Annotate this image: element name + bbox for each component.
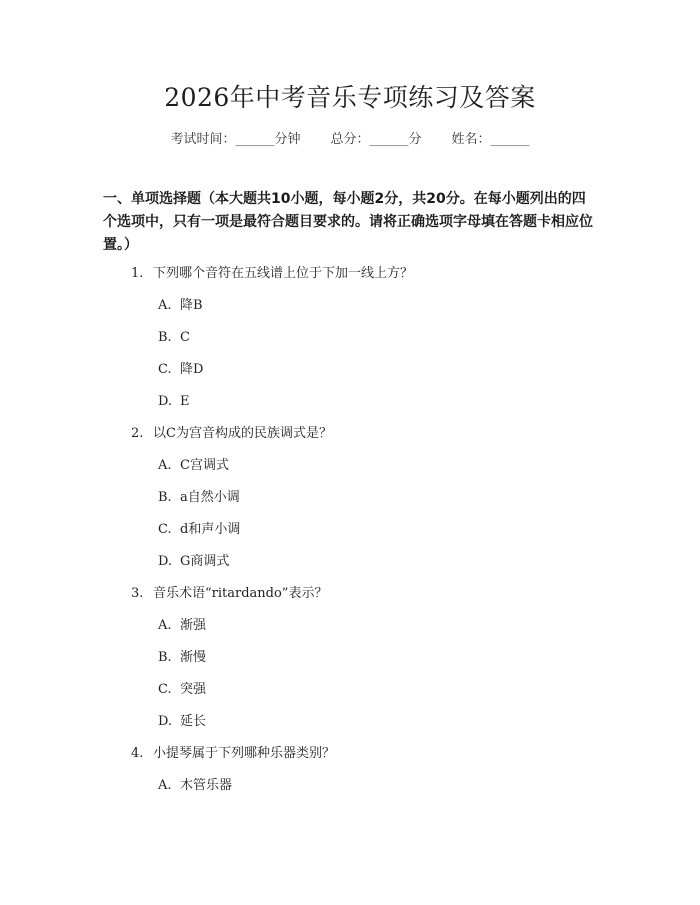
option-text: 降B (180, 298, 203, 313)
question-text: 小提琴属于下列哪种乐器类别？ (153, 746, 336, 761)
question-number: 3. (131, 586, 144, 601)
exam-time-field: 考试时间：______分钟 (170, 132, 301, 147)
question-number: 4. (131, 746, 144, 761)
option-label: A. (158, 458, 172, 473)
option-label: A. (158, 618, 172, 633)
student-name-field: 姓名：______ (451, 132, 530, 147)
option-text: C宫调式 (180, 458, 229, 473)
option-text: 延长 (180, 714, 207, 729)
option-text: E (180, 394, 190, 409)
option-item (158, 296, 203, 316)
question-number: 2. (131, 426, 144, 441)
option-item (158, 616, 206, 636)
option-item (158, 488, 240, 508)
option-item (158, 520, 240, 540)
section-heading: 一、单项选择题（本大题共10小题，每小题2分，共20分。在每小题列出的四个选项中，只有一项是最符合题目要求的。请将正确选项字母填在答题卡相应位置。） (103, 191, 593, 253)
option-text: C (180, 330, 190, 345)
option-label: B. (158, 650, 172, 665)
exam-info-line (0, 130, 700, 150)
option-label: C. (158, 362, 172, 377)
option-text: d和声小调 (180, 522, 241, 537)
option-label: B. (158, 490, 172, 505)
option-item (158, 712, 206, 732)
total-score-field: 总分：______分 (330, 132, 422, 147)
option-label: C. (158, 682, 172, 697)
option-label: A. (158, 778, 172, 793)
question-text: 以C为宫音构成的民族调式是？ (153, 426, 332, 441)
question-text: 下列哪个音符在五线谱上位于下加一线上方？ (153, 266, 414, 281)
option-label: D. (158, 554, 173, 569)
option-item (158, 648, 206, 668)
option-text: 渐慢 (180, 650, 207, 665)
question-item (131, 424, 332, 444)
page-title: 2026年中考音乐专项练习及答案 (164, 83, 536, 112)
option-label: A. (158, 298, 172, 313)
question-text: 音乐术语“ritardando”表示？ (153, 586, 328, 601)
option-label: D. (158, 394, 173, 409)
question-item (131, 744, 335, 764)
option-label: B. (158, 330, 172, 345)
option-text: 渐强 (180, 618, 207, 633)
option-item (158, 776, 232, 796)
option-text: 木管乐器 (180, 778, 233, 793)
option-text: a自然小调 (180, 490, 240, 505)
question-item (131, 264, 413, 284)
option-item (158, 360, 203, 380)
option-item (158, 680, 206, 700)
option-text: G商调式 (180, 554, 230, 569)
option-text: 突强 (180, 682, 207, 697)
option-text: 降D (180, 362, 204, 377)
option-item (158, 328, 190, 348)
question-number: 1. (131, 266, 144, 281)
option-item (158, 552, 229, 572)
question-item (131, 584, 327, 604)
option-item (158, 456, 229, 476)
option-label: D. (158, 714, 173, 729)
option-item (158, 392, 190, 412)
option-label: C. (158, 522, 172, 537)
